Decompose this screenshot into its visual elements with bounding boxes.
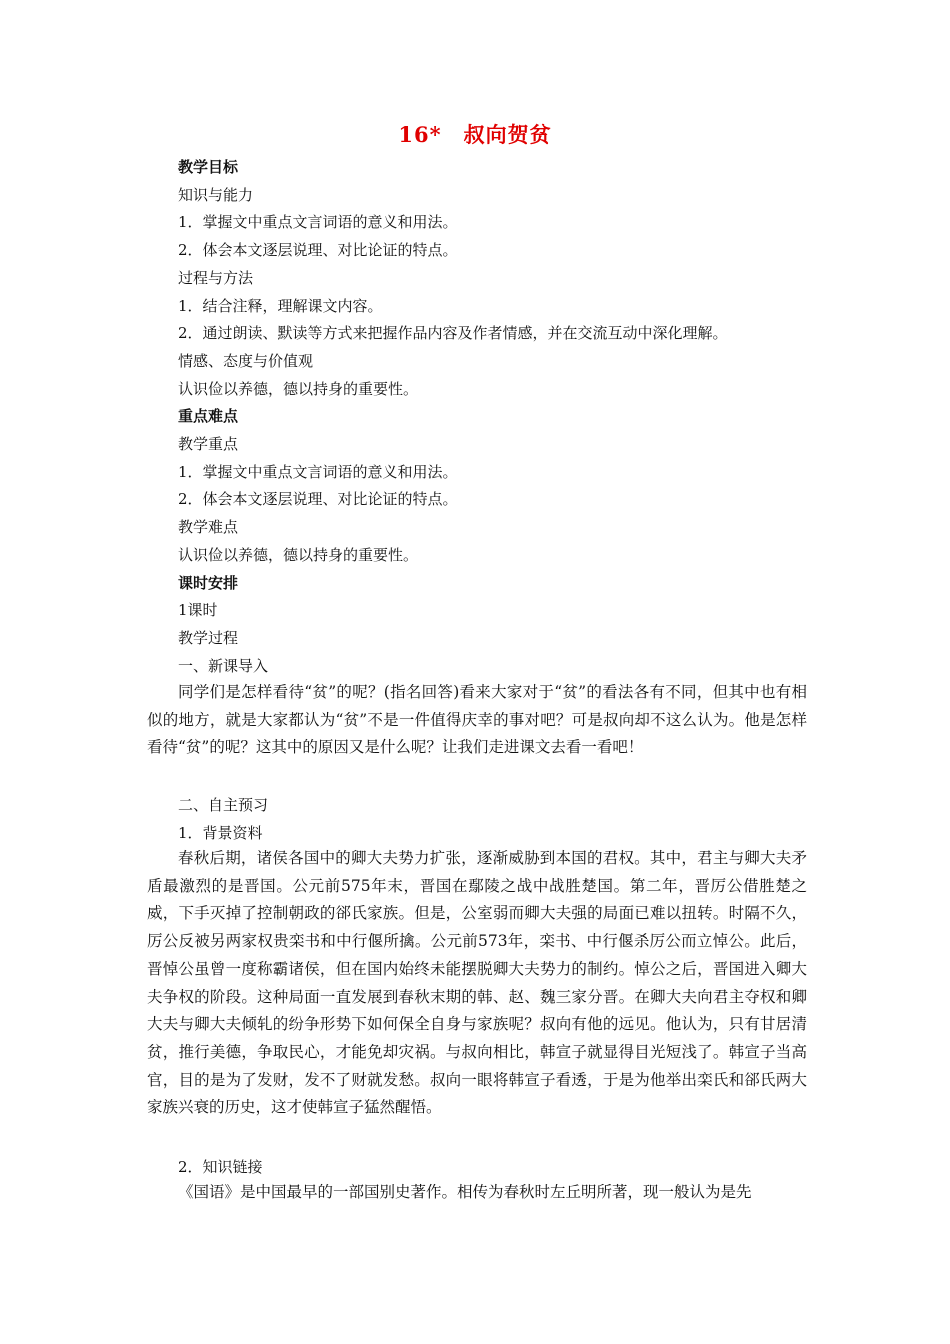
- text-line: 2．体会本文逐层说理、对比论证的特点。: [178, 490, 458, 509]
- text-line: 知识与能力: [178, 185, 254, 204]
- section-heading: 课时安排: [178, 573, 239, 592]
- text-line: 1．结合注释，理解课文内容。: [178, 296, 383, 315]
- text-line: 1课时: [178, 601, 218, 620]
- intro-paragraph: 同学们是怎样看待“贫”的呢？(指名回答)看来大家对于“贫”的看法各有不同，但其中也有相似的地方，就是大家都认为“贫”不是一件值得庆幸的事对吧？可是叔向却不这么认为。他是怎样看待“贫”的呢？这其中的原因又是什么呢？让我们走进课文去看一看吧！: [147, 683, 807, 757]
- text-line: 教学重点: [178, 435, 239, 453]
- text-line: 2．通过朗读、默读等方式来把握作品内容及作者情感，并在交流互动中深化理解。: [178, 324, 728, 343]
- text-line: 过程与方法: [178, 268, 254, 287]
- subheading-knowledge-link: 2．知识链接: [178, 1158, 263, 1176]
- text-line: 1．掌握文中重点文言词语的意义和用法。: [178, 213, 458, 232]
- text-line: 认识俭以养德，德以持身的重要性。: [178, 545, 419, 564]
- knowledge-paragraph: 《国语》是中国最早的一部国别史著作。相传为春秋时左丘明所著，现一般认为是先: [178, 1183, 752, 1201]
- subheading-background: 1．背景资料: [178, 824, 263, 842]
- text-line: 教学过程: [178, 628, 239, 647]
- text-line: 1．掌握文中重点文言词语的意义和用法。: [178, 462, 458, 481]
- section-heading: 教学目标: [178, 158, 239, 176]
- text-line: 一、新课导入: [178, 656, 269, 675]
- section-heading-preview: 二、自主预习: [178, 796, 269, 814]
- text-line: 教学难点: [178, 518, 239, 537]
- text-line: 2．体会本文逐层说理、对比论证的特点。: [178, 241, 458, 260]
- background-paragraph: 春秋后期，诸侯各国中的卿大夫势力扩张，逐渐威胁到本国的君权。其中，君主与卿大夫矛盾最激烈的是晋国。公元前575年末，晋国在鄢陵之战中战胜楚国。第二年，晋厉公借胜楚之威，下手灭掉了控制朝政的郤氏家族。但是，公室弱而卿大夫强的局面已难以扭转。时隔不久，厉公反被另两家权贵栾书和中行偃所擒。公元前573年，栾书、中行偃杀厉公而立悼公。此后，晋悼公虽曾一度称霸诸侯，但在国内始终未能摆脱卿大夫势力的制约。悼公之后，晋国进入卿大夫争权的阶段。这种局面一直发展到春秋末期的韩、赵、魏三家分晋。在卿大夫向君主夺权和卿大夫与卿大夫倾轧的纷争形势下如何保全自身与家族呢？叔向有他的远见。他认为，只有甘居清贫，推行美德，争取民心，才能免却灾祸。与叔向相比，韩宣子就显得目光短浅了。韩宣子当高官，目的是为了发财，发不了财就发愁。叔向一眼将韩宣子看透，于是为他举出栾氏和郤氏两大家族兴衰的历史，这才使韩宣子猛然醒悟。: [147, 849, 807, 1117]
- text-line: 认识俭以养德，德以持身的重要性。: [178, 379, 419, 398]
- text-line: 情感、态度与价值观: [178, 351, 314, 370]
- section-heading: 重点难点: [178, 407, 239, 426]
- page-title: 16* 叔向贺贫: [398, 122, 552, 147]
